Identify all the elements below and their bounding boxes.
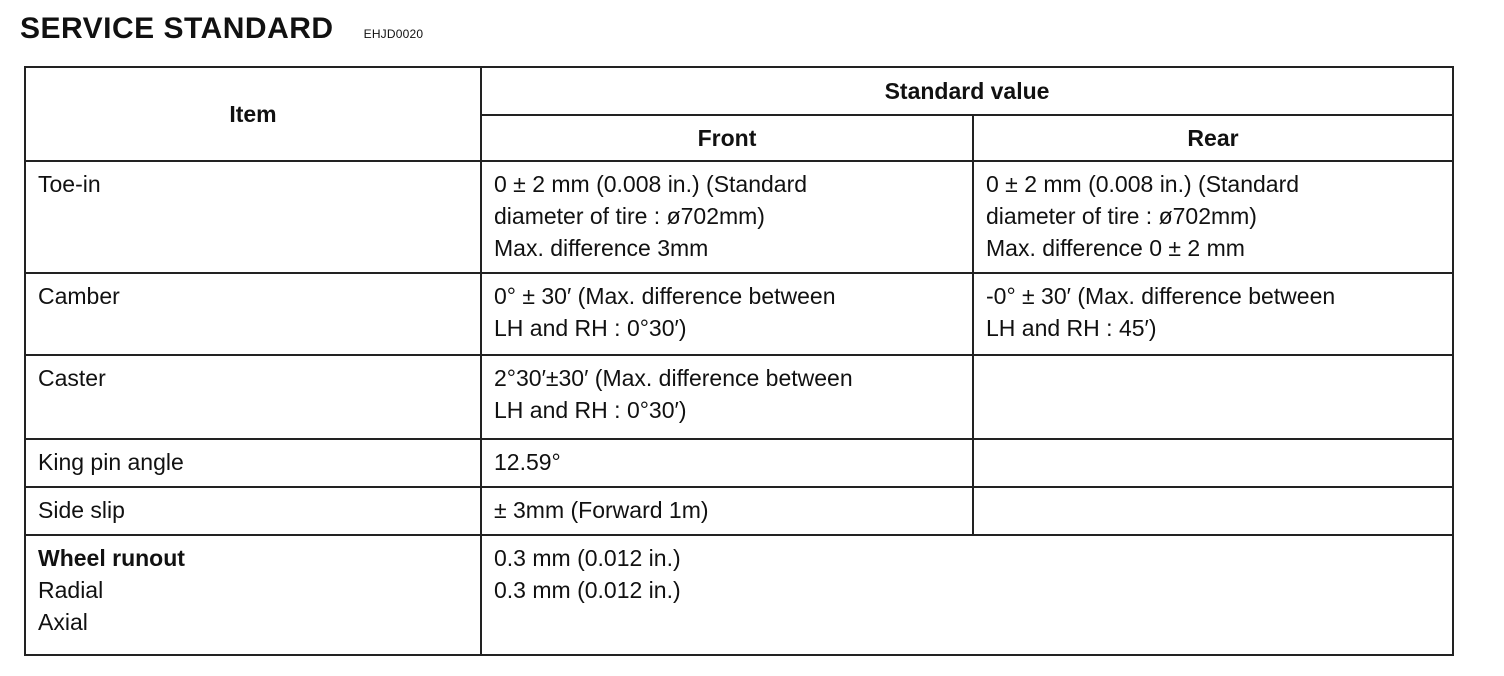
column-header-front: Front — [481, 115, 973, 161]
caster-front-value — [481, 355, 973, 439]
row-label-toe-in: Toe-in — [25, 161, 481, 273]
value-line: Max. difference 3mm — [494, 235, 709, 261]
value-line: diameter of tire : ø702mm) — [986, 203, 1257, 229]
header-row — [25, 67, 1453, 115]
radial-label: Radial — [38, 577, 104, 603]
page-heading — [20, 12, 423, 46]
row-label-caster: Caster — [25, 355, 481, 439]
caster-rear-value — [973, 355, 1453, 439]
column-header-standard-value: Standard value — [481, 67, 1453, 115]
value-line: LH and RH : 0°30′) — [494, 315, 687, 341]
table-row — [25, 535, 1453, 655]
value-line: diameter of tire : ø702mm) — [494, 203, 765, 229]
side-slip-front-value: ± 3mm (Forward 1m) — [481, 487, 973, 535]
row-label-wheel-runout — [25, 535, 481, 655]
table-row — [25, 273, 1453, 355]
side-slip-rear-value — [973, 487, 1453, 535]
column-header-rear: Rear — [973, 115, 1453, 161]
axial-label: Axial — [38, 609, 88, 635]
table-row — [25, 161, 1453, 273]
radial-value: 0.3 mm (0.012 in.) — [494, 545, 681, 571]
value-line: 0 ± 2 mm (0.008 in.) (Standard — [494, 171, 808, 197]
row-label-side-slip: Side slip — [25, 487, 481, 535]
value-line: -0° ± 30′ (Max. difference between — [986, 283, 1336, 309]
page-title: SERVICE STANDARD — [20, 12, 334, 45]
camber-front-value — [481, 273, 973, 355]
wheel-runout-values — [481, 535, 1453, 655]
column-header-item: Item — [25, 67, 481, 161]
table-row — [25, 487, 1453, 535]
row-label-king-pin-angle: King pin angle — [25, 439, 481, 487]
table-row — [25, 439, 1453, 487]
camber-rear-value — [973, 273, 1453, 355]
value-line: Max. difference 0 ± 2 mm — [986, 235, 1245, 261]
king-pin-angle-front-value: 12.59° — [481, 439, 973, 487]
value-line: LH and RH : 0°30′) — [494, 397, 687, 423]
value-line: 0° ± 30′ (Max. difference between — [494, 283, 836, 309]
axial-value: 0.3 mm (0.012 in.) — [494, 577, 681, 603]
row-label-camber: Camber — [25, 273, 481, 355]
toe-in-front-value — [481, 161, 973, 273]
toe-in-rear-value — [973, 161, 1453, 273]
wheel-runout-heading: Wheel runout — [38, 545, 185, 571]
king-pin-angle-rear-value — [973, 439, 1453, 487]
document-code: EHJD0020 — [363, 27, 424, 41]
table-row — [25, 355, 1453, 439]
service-standard-table — [24, 66, 1454, 656]
value-line: LH and RH : 45′) — [986, 315, 1157, 341]
value-line: 2°30′±30′ (Max. difference between — [494, 365, 853, 391]
value-line: 0 ± 2 mm (0.008 in.) (Standard — [986, 171, 1300, 197]
